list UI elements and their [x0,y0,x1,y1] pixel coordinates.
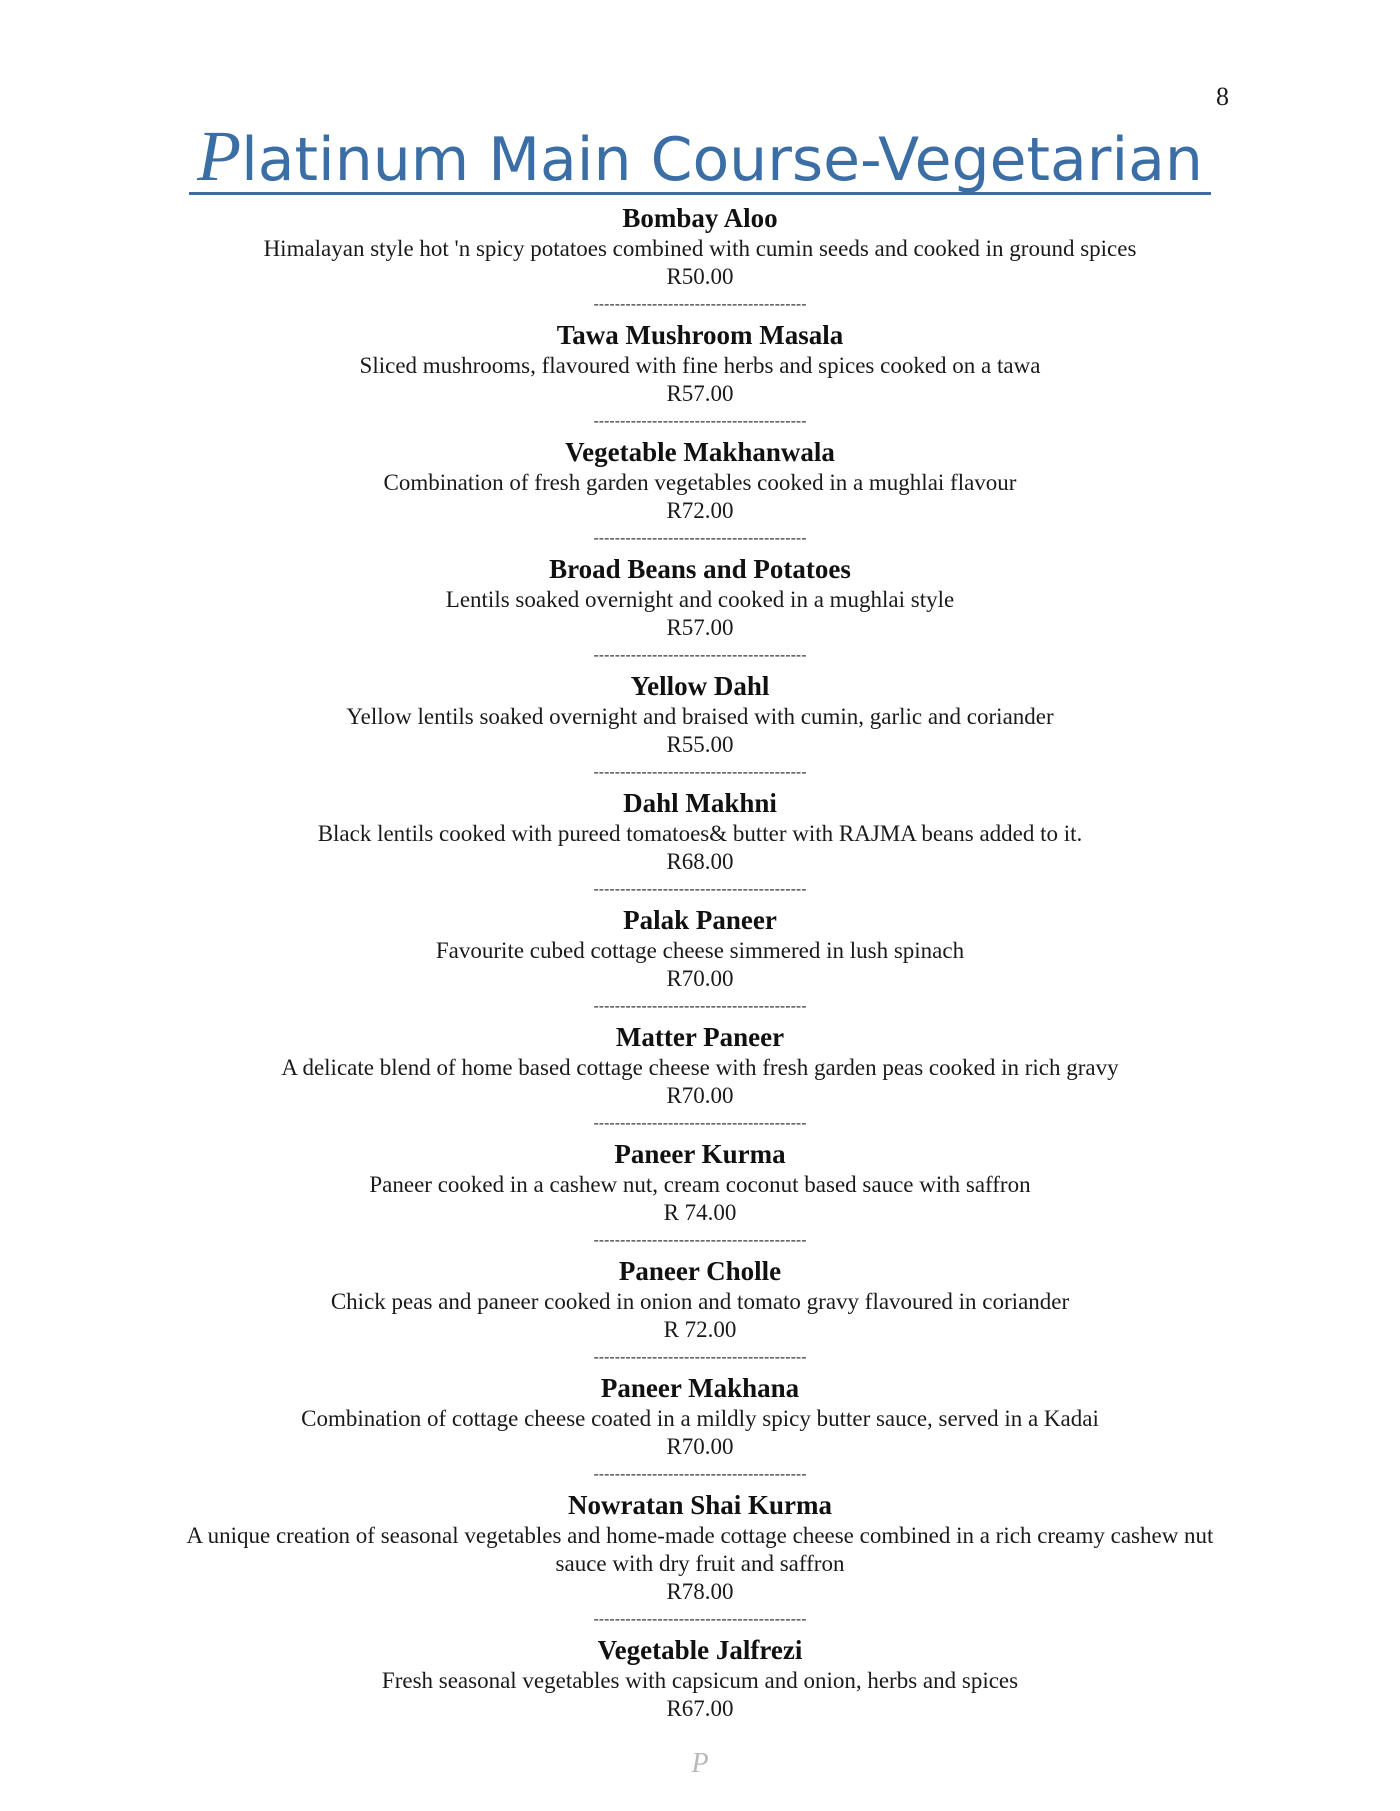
menu-item [0,553,1400,642]
menu-item-name: Tawa Mushroom Masala [556,320,844,350]
menu-item-name: Nowratan Shai Kurma [567,1490,832,1520]
page-title-text [189,116,1211,196]
menu-item-name: Matter Paneer [615,1022,785,1052]
menu-item [0,670,1400,759]
menu-item-price: R 72.00 [663,1317,737,1342]
item-divider: ---------------------------------------- [593,296,807,313]
item-divider: ---------------------------------------- [593,1611,807,1628]
menu-item-price: R50.00 [666,264,734,289]
menu-item-name: Vegetable Makhanwala [565,437,835,467]
item-divider: ---------------------------------------- [593,998,807,1015]
item-divider: ---------------------------------------- [593,1466,807,1483]
menu-item-price: R70.00 [666,966,734,991]
menu-item-description: Favourite cubed cottage cheese simmered in lush spinach [435,938,965,963]
menu-item-description: Chick peas and paneer cooked in onion and tomato gravy flavoured in coriander [330,1289,1070,1314]
title-decorative-initial: P [197,116,242,196]
menu-item-name: Yellow Dahl [630,671,770,701]
menu-item [0,1138,1400,1227]
menu-item-name: Paneer Cholle [618,1256,782,1286]
menu-item-description: Sliced mushrooms, flavoured with fine herbs and spices cooked on a tawa [359,353,1041,378]
menu-item-name: Broad Beans and Potatoes [549,554,851,584]
title-rest: latinum Main Course-Vegetarian [241,125,1203,195]
menu-item-description: Lentils soaked overnight and cooked in a mughlai style [445,587,955,612]
menu-item-price: R67.00 [666,1696,734,1721]
menu-item-description: A unique creation of seasonal vegetables and home-made cottage cheese combined in a rich creamy cashew nut sauce with dry fruit and saffron [186,1523,1214,1576]
menu-item-name: Paneer Makhana [600,1373,800,1403]
menu-item-description: Combination of cottage cheese coated in a mildly spicy butter sauce, served in a Kadai [301,1406,1099,1431]
page-number: 8 [1216,82,1229,111]
menu-item-price: R68.00 [666,849,734,874]
menu-item-price: R78.00 [666,1579,734,1604]
menu-item-name: Dahl Makhni [623,788,777,818]
menu-item [0,202,1400,291]
menu-item [0,787,1400,876]
menu-item-description: Paneer cooked in a cashew nut, cream coconut based sauce with saffron [369,1172,1031,1197]
menu-item-description: Fresh seasonal vegetables with capsicum and onion, herbs and spices [381,1668,1019,1693]
item-divider: ---------------------------------------- [593,1232,807,1249]
item-divider: ---------------------------------------- [593,413,807,430]
item-divider: ---------------------------------------- [593,530,807,547]
menu-item-name: Paneer Kurma [614,1139,786,1169]
menu-item-name: Palak Paneer [623,905,777,935]
menu-item-price: R 74.00 [663,1200,737,1225]
menu-item-description: Himalayan style hot 'n spicy potatoes combined with cumin seeds and cooked in ground spices [263,236,1137,261]
item-divider: ---------------------------------------- [593,764,807,781]
menu-item-description: Yellow lentils soaked overnight and braised with cumin, garlic and coriander [346,704,1054,729]
menu-item-description: A delicate blend of home based cottage cheese with fresh garden peas cooked in rich gravy [281,1055,1119,1080]
menu-item [0,1489,1400,1606]
item-divider: ---------------------------------------- [593,1349,807,1366]
footer-logo: P [691,1748,709,1779]
menu-item-name: Bombay Aloo [622,203,778,233]
menu-item-price: R72.00 [666,498,734,523]
menu-item-price: R70.00 [666,1434,734,1459]
menu-item [0,1021,1400,1110]
menu-item-description: Black lentils cooked with pureed tomatoes& butter with RAJMA beans added to it. [317,821,1083,846]
menu-item [0,1255,1400,1344]
menu-item [0,436,1400,525]
page-title [0,116,1400,196]
menu-item-price: R55.00 [666,732,734,757]
item-divider: ---------------------------------------- [593,647,807,664]
item-divider: ---------------------------------------- [593,1115,807,1132]
menu-item-description: Combination of fresh garden vegetables cooked in a mughlai flavour [383,470,1017,495]
menu-item-price: R57.00 [666,615,734,640]
menu-list [0,202,1400,1723]
menu-item [0,1634,1400,1723]
menu-item [0,319,1400,408]
menu-item [0,1372,1400,1461]
menu-item-price: R70.00 [666,1083,734,1108]
menu-item [0,904,1400,993]
menu-item-name: Vegetable Jalfrezi [597,1635,803,1665]
menu-item-price: R57.00 [666,381,734,406]
item-divider: ---------------------------------------- [593,881,807,898]
